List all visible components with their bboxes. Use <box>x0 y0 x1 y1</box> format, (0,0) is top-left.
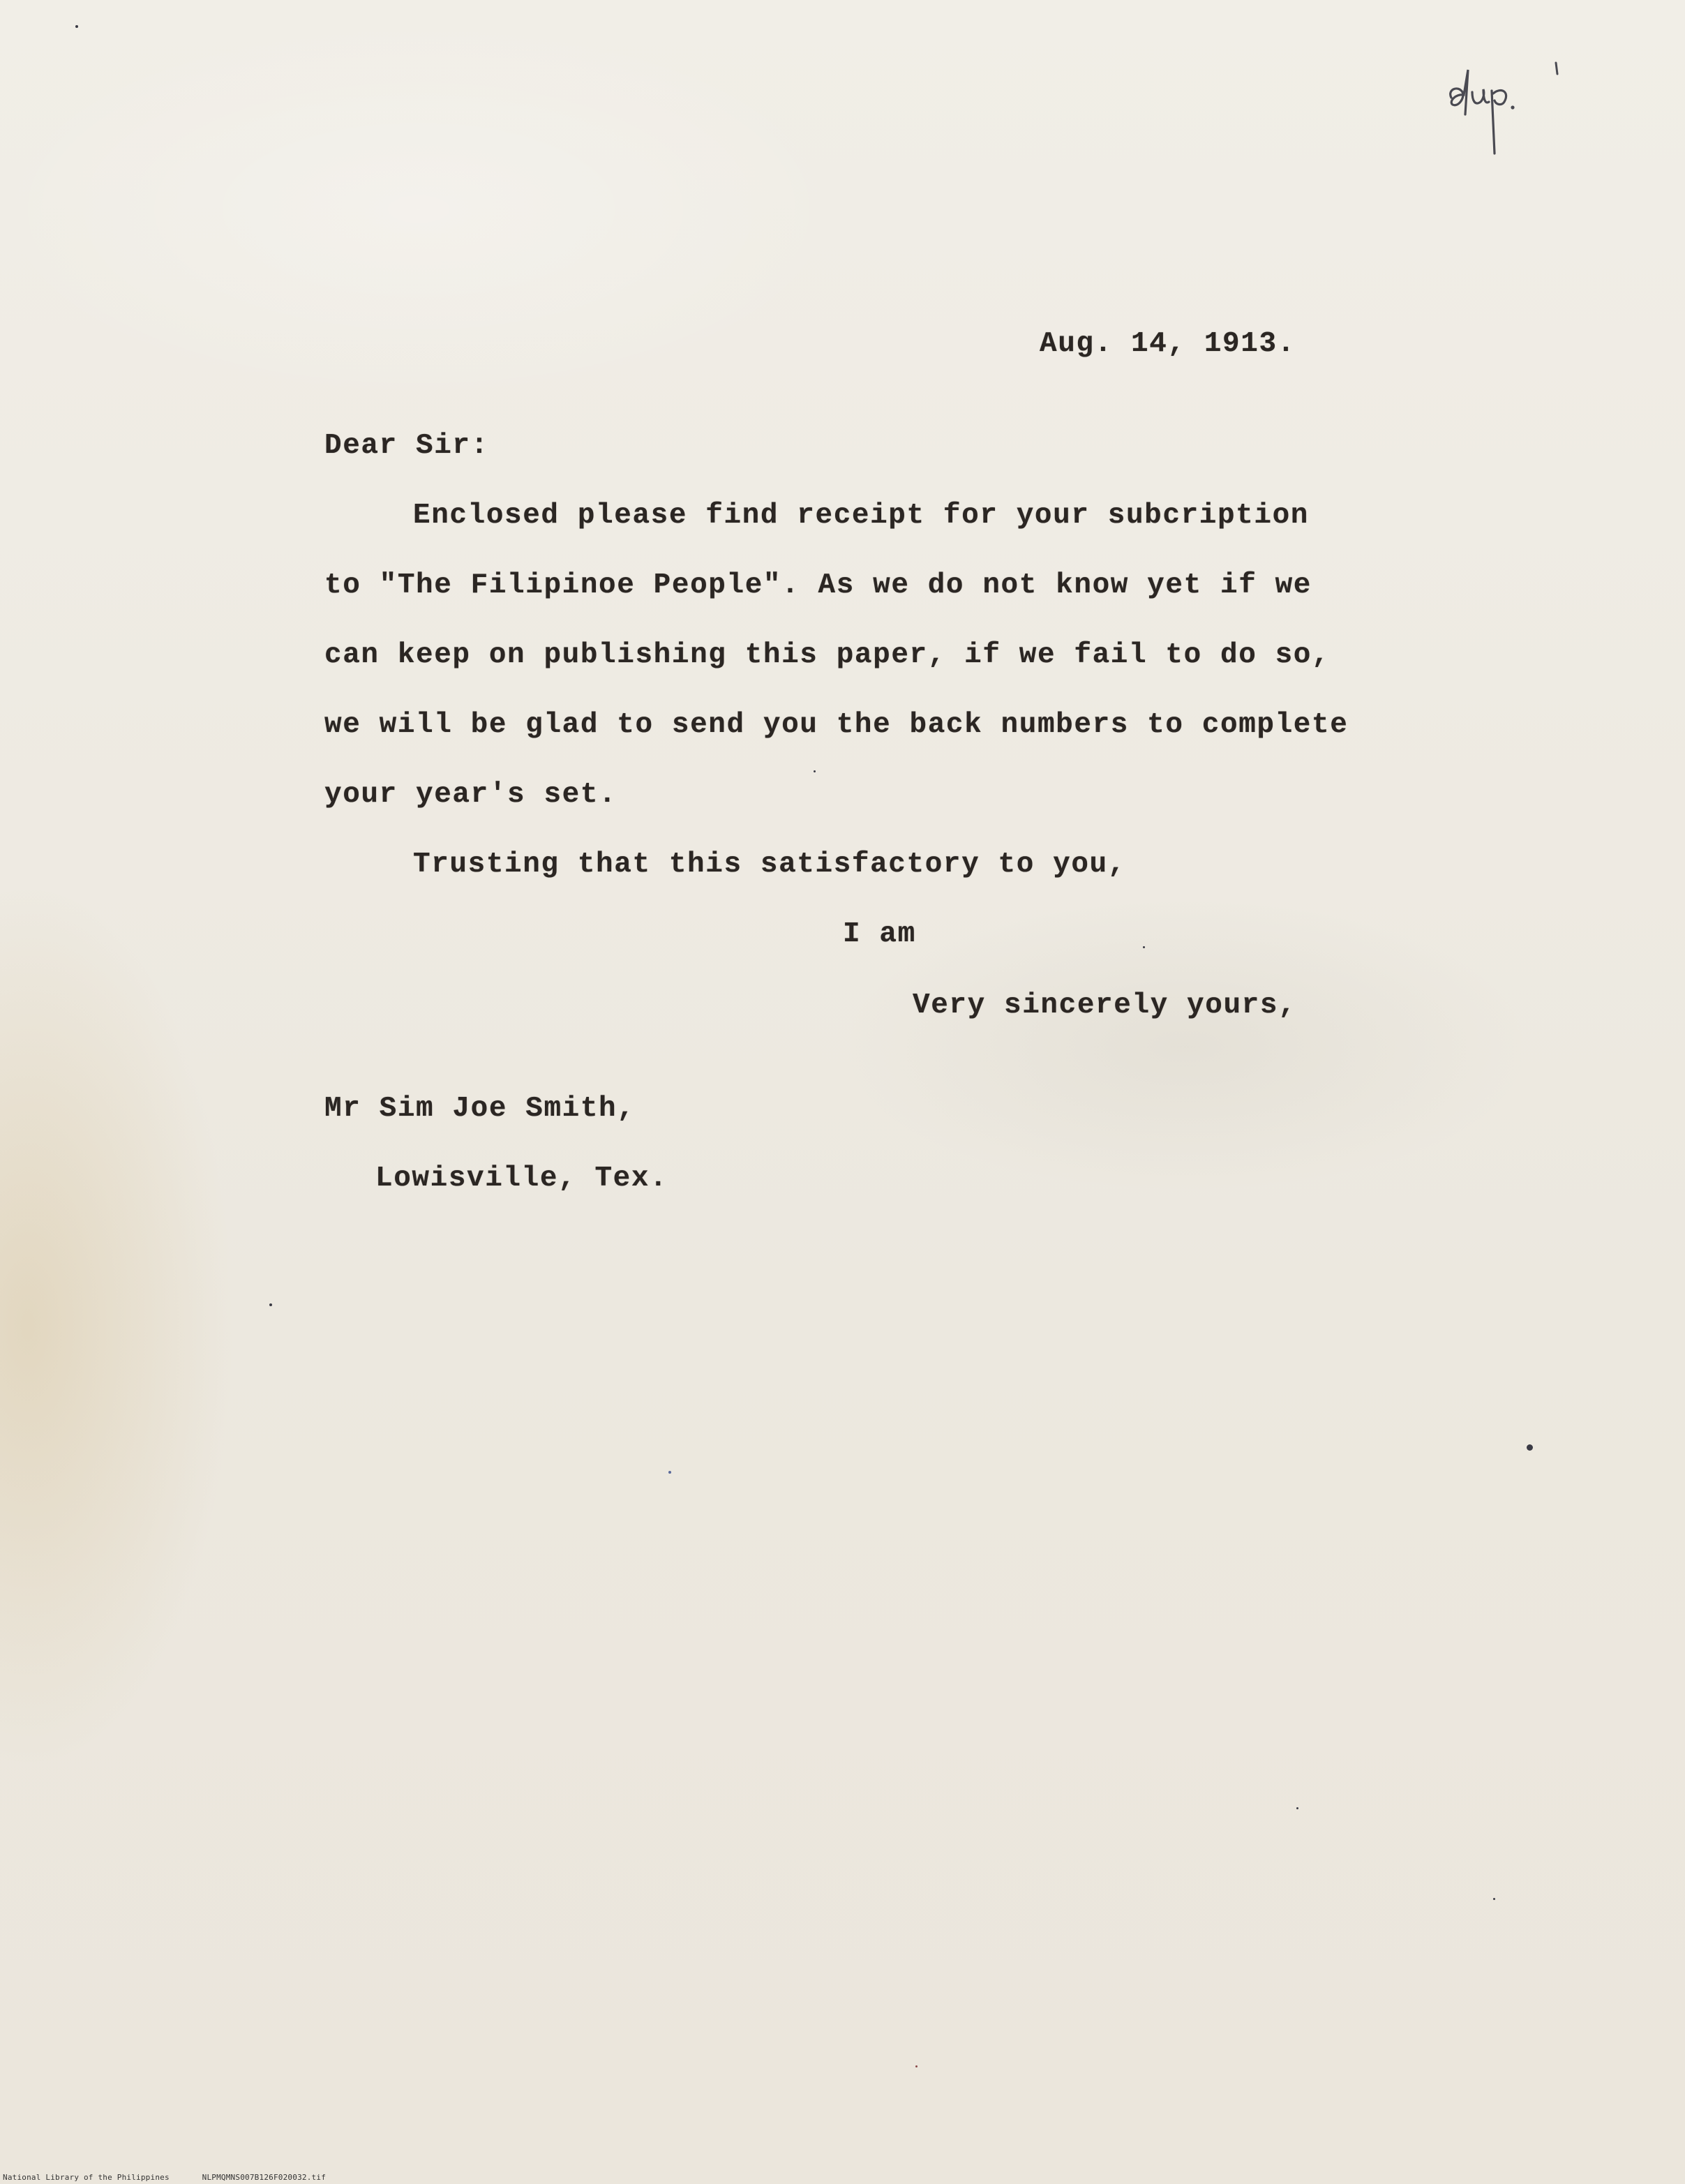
body-line-2: to "The Filipinoe People". As we do not know yet if we <box>324 569 1312 601</box>
paper-speck <box>1296 1807 1298 1809</box>
paper-speck <box>1493 1898 1495 1900</box>
closing-i-am: I am <box>843 918 916 950</box>
body-line-5: your year's set. <box>324 779 617 811</box>
paper-speck <box>269 1303 272 1306</box>
footer-filename: NLPMQMNS007B126F020032.tif <box>202 2173 327 2182</box>
salutation: Dear Sir: <box>324 430 489 462</box>
paper-speck <box>668 1471 671 1474</box>
paper-speck <box>1143 946 1145 948</box>
letter-date: Aug. 14, 1913. <box>1040 328 1296 360</box>
recipient-name: Mr Sim Joe Smith, <box>324 1093 636 1125</box>
paper-speck <box>915 2065 918 2067</box>
recipient-city: Lowisville, Tex. <box>375 1162 668 1195</box>
archive-footer <box>3 2173 354 2182</box>
paper-speck <box>75 25 78 28</box>
body-line-3: can keep on publishing this paper, if we fail to do so, <box>324 639 1331 671</box>
closing-sentence: Trusting that this satisfactory to you, <box>413 848 1126 881</box>
paper-speck <box>1527 1444 1533 1451</box>
body-line-1: Enclosed please find receipt for your subcription <box>413 500 1309 532</box>
body-line-4: we will be glad to send you the back numbers to complete <box>324 709 1349 741</box>
handwritten-annotation <box>1437 49 1563 167</box>
paper-speck <box>814 770 816 772</box>
footer-library: National Library of the Philippines <box>3 2173 170 2182</box>
closing-signoff: Very sincerely yours, <box>913 989 1297 1022</box>
